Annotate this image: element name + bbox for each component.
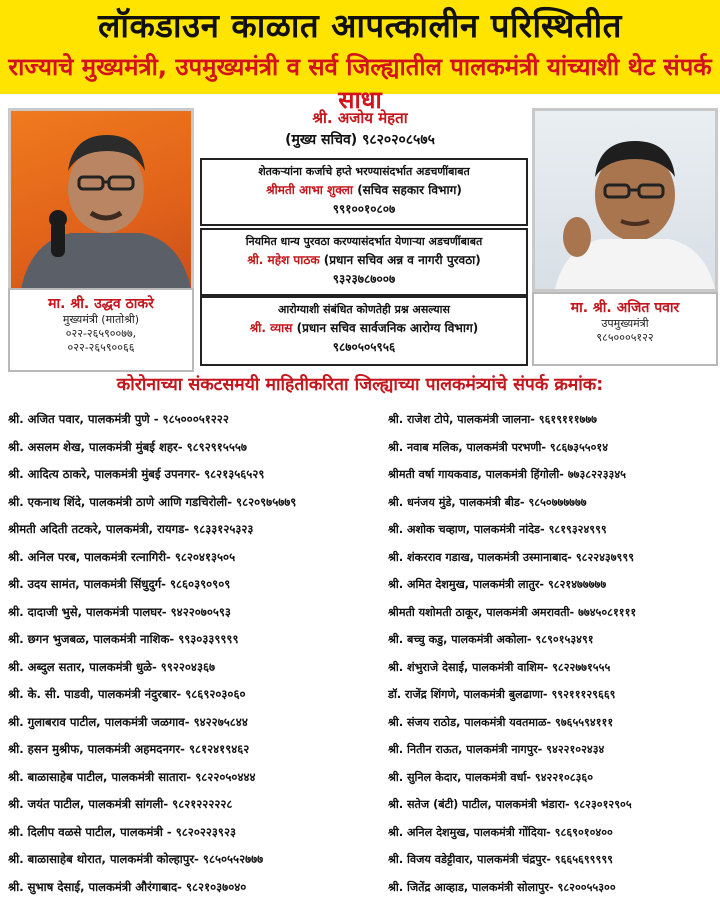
- contact-row: श्री. अनिल परब, पालकमंत्री रत्नागिरी- ९८२०४१३५०५: [8, 544, 383, 572]
- page-subtitle: राज्याचे मुख्यमंत्री, उपमुख्यमंत्री व सर्व जिल्ह्यातील पालकमंत्री यांच्याशी थेट संपर्क साधा: [0, 50, 720, 116]
- info-box-agri-loans: [200, 158, 528, 226]
- contact-row: श्री. सतेज (बंटी) पाटील, पालकमंत्री भंडारा- ९८२३०१२९०५: [388, 791, 718, 819]
- box-person: श्री. व्यास: [250, 321, 293, 335]
- box-dept: (प्रधान सचिव अन्न व नागरी पुरवठा): [324, 253, 481, 267]
- contact-row: श्रीमती वर्षा गायकवाड, पालकमंत्री हिंगोली- ७७३८२२३३४५: [388, 461, 718, 489]
- dcm-photo: [532, 108, 718, 292]
- cm-name: मा. श्री. उद्धव ठाकरे: [10, 294, 192, 313]
- contact-row: श्री. राजेश टोपे, पालकमंत्री जालना- ९६१९१११७७७: [388, 406, 718, 434]
- contact-row: श्री. अनिल देशमुख, पालकमंत्री गोंदिया- ९८६९०१०४००: [388, 819, 718, 847]
- chief-secretary-title: (मुख्य सचिव) ९८२०२०८५७५: [200, 130, 520, 149]
- chief-secretary-name: श्री. अजोय मेहता: [200, 108, 520, 128]
- contact-row: डॉ. राजेंद्र शिंगणे, पालकमंत्री बुलढाणा- ९९२१११२९६६९: [388, 681, 718, 709]
- contact-row: श्री. शंभुराजे देसाई, पालकमंत्री वाशिम- ९८२२७७१५५५: [388, 654, 718, 682]
- box-phone: ९८७०५०५९५६: [202, 338, 526, 355]
- guardian-minister-list-left: [8, 406, 383, 901]
- contact-row: श्री. अजित पवार, पालकमंत्री पुणे - ९८५०००५१२२२: [8, 406, 383, 434]
- dcm-caption: [532, 292, 718, 366]
- dcm-role: उपमुख्यमंत्री: [534, 317, 716, 331]
- box-topic: नियमित धान्य पुरवठा करण्यासंदर्भात येणाऱ्या अडचणींबाबत: [202, 234, 526, 249]
- info-box-health: [200, 296, 528, 366]
- box-contact: [202, 181, 526, 198]
- section-heading: कोरोनाच्या संकटसमयी माहितीकरिता जिल्ह्याच्या पालकमंत्र्यांचे संपर्क क्रमांक:: [0, 372, 720, 396]
- contact-row: श्री. छगन भुजबळ, पालकमंत्री नाशिक- ९९३०३३९९९९: [8, 626, 383, 654]
- box-topic: आरोग्याशी संबंधित कोणतेही प्रश्न असल्यास: [202, 302, 526, 317]
- dcm-phone: ९८५०००५१२२: [534, 331, 716, 345]
- contact-row: श्री. सुनिल केदार, पालकमंत्री वर्धा- ९४२२१०८३६०: [388, 764, 718, 792]
- person-portrait-icon: [11, 111, 191, 289]
- box-contact: [202, 319, 526, 336]
- contact-row: श्री. अब्दुल सतार, पालकमंत्री धुळे- ९९२२०४३६७: [8, 654, 383, 682]
- dcm-name: मा. श्री. अजित पवार: [534, 298, 716, 317]
- guardian-minister-list-right: [388, 406, 718, 901]
- contact-row: श्री. गुलाबराव पाटील, पालकमंत्री जळगाव- ९४२२७५८४४: [8, 709, 383, 737]
- box-topic: शेतकऱ्यांना कर्जाचे हप्ते भरण्यासंदर्भात अडचणींबाबत: [202, 164, 526, 179]
- contact-row: श्रीमती यशोमती ठाकूर, पालकमंत्री अमरावती- ७७४५०८११११: [388, 599, 718, 627]
- info-box-food-supply: [200, 228, 528, 296]
- contact-row: श्री. के. सी. पाडवी, पालकमंत्री नंदुरबार- ९८६९२०३०६०: [8, 681, 383, 709]
- person-portrait-icon: [535, 111, 715, 289]
- contact-row: श्री. संजय राठोड, पालकमंत्री यवतमाळ- ९७६५५९४१११: [388, 709, 718, 737]
- page-title: लॉकडाउन काळात आपत्कालीन परिस्थितीत: [0, 2, 720, 47]
- contact-row: श्री. हसन मुश्रीफ, पालकमंत्री अहमदनगर- ९८१२४१९४६२: [8, 736, 383, 764]
- contact-row: श्री. सुभाष देसाई, पालकमंत्री औरंगाबाद- ९८२१०३७०४०: [8, 874, 383, 901]
- box-dept: (सचिव सहकार विभाग): [357, 183, 462, 197]
- contact-row: श्री. नवाब मलिक, पालकमंत्री परभणी- ९८६७३५५०१४: [388, 434, 718, 462]
- contact-row: श्री. आदित्य ठाकरे, पालकमंत्री मुंबई उपनगर- ९८२१३५६५२९: [8, 461, 383, 489]
- contact-row: श्री. विजय वडेट्टीवार, पालकमंत्री चंद्रपुर- ९६६५६९९९९९: [388, 846, 718, 874]
- box-phone: ९३२३७८७००७: [202, 270, 526, 287]
- contact-row: श्री. अमित देशमुख, पालकमंत्री लातुर- ९८२१४७७७७७: [388, 571, 718, 599]
- contact-row: श्री. दिलीप वळसे पाटील, पालकमंत्री - ९८२०२२३९२३: [8, 819, 383, 847]
- contact-row: श्री. जितेंद्र आव्हाड, पालकमंत्री सोलापुर- ९८२००५५३००: [388, 874, 718, 901]
- cm-phone-2: ०२२-२६५९००६६: [10, 341, 192, 355]
- contact-row: श्री. जयंत पाटील, पालकमंत्री सांगली- ९८२१२२२२२८: [8, 791, 383, 819]
- cm-caption: [8, 288, 194, 372]
- cm-role: मुख्यमंत्री (मातोश्री): [10, 313, 192, 327]
- cm-phone-1: ०२२-२६५९००७७,: [10, 327, 192, 341]
- contact-row: श्री. बाळासाहेब थोरात, पालकमंत्री कोल्हापुर- ९८५०५५२७७७: [8, 846, 383, 874]
- contact-row: श्री. उदय सामंत, पालकमंत्री सिंधुदुर्ग- ९८६०३९०९०९: [8, 571, 383, 599]
- cm-photo: [8, 108, 194, 292]
- contact-row: श्री. नितीन राऊत, पालकमंत्री नागपुर- ९४२२१०२४३४: [388, 736, 718, 764]
- contact-row: श्री. शंकरराव गडाख, पालकमंत्री उस्मानाबाद- ९८२२४३७९९९: [388, 544, 718, 572]
- contact-row: श्री. एकनाथ शिंदे, पालकमंत्री ठाणे आणि गडचिरोली- ९८२०९७५७७९: [8, 489, 383, 517]
- contact-row: श्री. बाळासाहेब पाटील, पालकमंत्री सातारा- ९८२२०५०४४४: [8, 764, 383, 792]
- contact-row: श्री. दादाजी भुसे, पालकमंत्री पालघर- ९४२२०७०५९३: [8, 599, 383, 627]
- box-phone: ९९१००१०८०७: [202, 200, 526, 217]
- contact-row: श्री. बच्चु कडु, पालकमंत्री अकोला- ९८९०१५३४९१: [388, 626, 718, 654]
- box-person: श्रीमती आभा शुक्ला: [266, 183, 353, 197]
- contact-row: श्री. असलम शेख, पालकमंत्री मुंबई शहर- ९८९२९१५५५७: [8, 434, 383, 462]
- box-contact: [202, 251, 526, 268]
- contact-row: श्रीमती अदिती तटकरे, पालकमंत्री, रायगड- ९८३३१२५३२३: [8, 516, 383, 544]
- box-person: श्री. महेश पाठक: [247, 253, 319, 267]
- contact-row: श्री. अशोक चव्हाण, पालकमंत्री नांदेड- ९८१९३२४९९९: [388, 516, 718, 544]
- contact-row: श्री. धनंजय मुंडे, पालकमंत्री बीड- ९८५०७७७७७७: [388, 489, 718, 517]
- box-dept: (प्रधान सचिव सार्वजनिक आरोग्य विभाग): [297, 321, 479, 335]
- header-banner: [0, 0, 720, 94]
